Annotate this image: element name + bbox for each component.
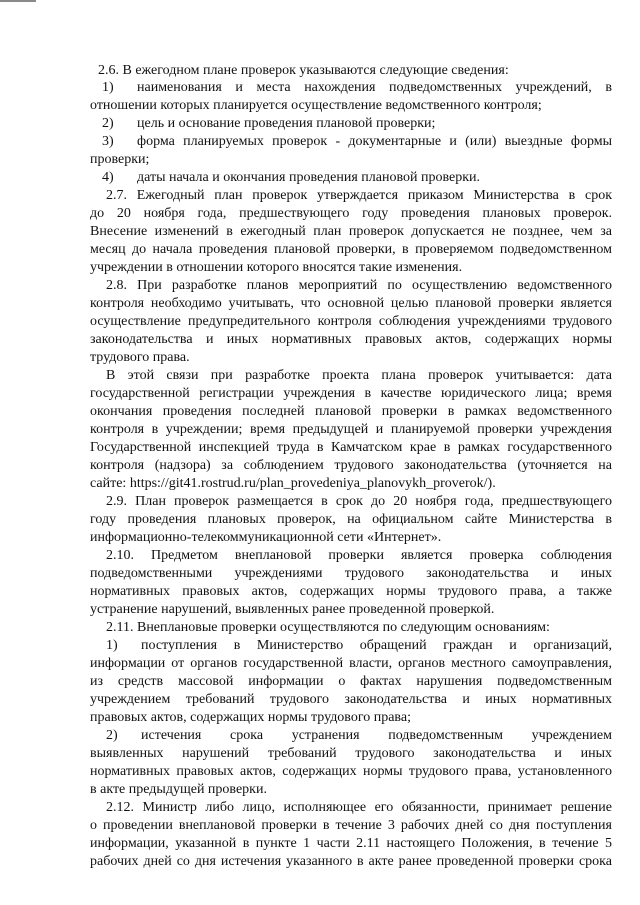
list-number: 2) (106, 728, 118, 743)
list-item-text: из средств массовой информации о фактах нарушения подведомственным (90, 674, 612, 689)
paragraph-line: устранение нарушений, выявленных ранее проведенной проверкой. (90, 602, 495, 617)
paragraph-line: контроля необходимо учитывать, что основной целью плановой проверки является (90, 296, 612, 311)
paragraph-line: году проведения плановых проверок, на официальном сайте Министерства в (90, 512, 612, 527)
paragraph-line: рабочих дней со дня истечения указанного в акте ранее проведенной проверки срока (90, 854, 612, 869)
list-item-text: истечения срока устранения подведомственным учреждением (141, 728, 612, 743)
list-item-text: отношении которых планируется осуществление ведомственного контроля; (90, 98, 542, 113)
section-2-6-intro: 2.6. В ежегодном плане проверок указываются следующие сведения: (98, 63, 509, 78)
list-number: 1) (102, 80, 114, 95)
paragraph-line: контроля (надзора) за соблюдением трудового законодательства (уточняется на (90, 458, 612, 473)
list-number: 3) (102, 134, 114, 149)
paragraph-line: 2.12. Министр либо лицо, исполняющее его обязанности, принимает решение (106, 800, 612, 815)
paragraph-line: 2.7. Ежегодный план проверок утверждается приказом Министерства в срок (106, 188, 612, 203)
paragraph-line: сайте: https://git41.rostrud.ru/plan_provedeniya_planovykh_proverok/). (90, 476, 496, 491)
list-item-text: учреждением требований трудового законодательства и иных нормативных (90, 692, 612, 707)
paragraph-line: законодательства и иных нормативных правовых актов, содержащих нормы (90, 332, 612, 347)
paragraph-line: В этой связи при разработке проекта плана проверок учитывается: дата (106, 368, 612, 383)
paragraph-line: Внесение изменений в ежегодный план проверок допускается не позднее, чем за (90, 224, 612, 239)
paragraph-line: месяц до начала проведения плановой проверки, в проверяемом подведомственном (90, 242, 612, 257)
paragraph-line: до 20 ноября года, предшествующего году проведения плановых проверок. (90, 206, 612, 221)
paragraph-line: учреждении в отношении которого вносятся такие изменения. (90, 260, 463, 275)
paragraph-line: информации, указанной в пункте 1 части 2.11 настоящего Положения, в течение 5 (90, 836, 612, 851)
list-number: 4) (102, 170, 114, 185)
paragraph-line: контроля в учреждении; время предыдущей и планируемой проверки учреждения (90, 422, 612, 437)
paragraph-line: государственной регистрации учреждения в качестве юридического лица; время (90, 386, 612, 401)
paragraph-line: 2.9. План проверок размещается в срок до 20 ноября года, предшествующего (106, 494, 612, 509)
list-item-text: поступления в Министерство обращений граждан и организаций, (141, 638, 612, 653)
list-item-text: форма планируемых проверок - документарные и (или) выездные формы (137, 134, 612, 149)
paragraph-line: информационно-телекоммуникационной сети «Интернет». (90, 530, 442, 545)
list-item-text: нормативных правовых актов, содержащих нормы трудового права, установленного (90, 764, 612, 779)
paragraph-line: Государственной инспекцией труда в Камчатском крае в рамках государственного (90, 440, 612, 455)
paragraph-line: окончания проведения последней плановой проверки в рамках ведомственного (90, 404, 612, 419)
list-item-text: наименования и места нахождения подведомственных учреждений, в (137, 80, 612, 95)
paragraph-line: осуществление предупредительного контроля соблюдения учреждениями трудового (90, 314, 612, 329)
list-item-text: информации от органов государственной власти, органов местного самоуправления, (90, 656, 612, 671)
paragraph-line: нормативных правовых актов, содержащих нормы трудового права, а также (90, 584, 612, 599)
paragraph-line: подведомственными учреждениями трудового законодательства и иных (90, 566, 612, 581)
list-item-text: проверки; (90, 152, 150, 167)
paragraph-line: 2.10. Предметом внеплановой проверки является проверка соблюдения (106, 548, 612, 563)
list-item-text: правовых актов, содержащих нормы трудового права; (90, 710, 411, 725)
list-number: 1) (106, 638, 118, 653)
paragraph-line: 2.8. При разработке планов мероприятий по осуществлению ведомственного (106, 278, 612, 293)
section-2-11-intro: 2.11. Внеплановые проверки осуществляются по следующим основаниям: (106, 620, 550, 635)
paragraph-line: о проведении внеплановой проверки в течение 3 рабочих дней со дня поступления (90, 818, 612, 833)
list-item-text: выявленных нарушений требований трудового законодательства и иных (90, 746, 612, 761)
list-number: 2) (102, 116, 114, 131)
list-item-text: в акте предыдущей проверки. (90, 782, 267, 797)
paragraph-line: трудового права. (90, 350, 190, 365)
list-item-text: даты начала и окончания проведения плановой проверки. (137, 170, 481, 185)
list-item-text: цель и основание проведения плановой проверки; (137, 116, 436, 131)
